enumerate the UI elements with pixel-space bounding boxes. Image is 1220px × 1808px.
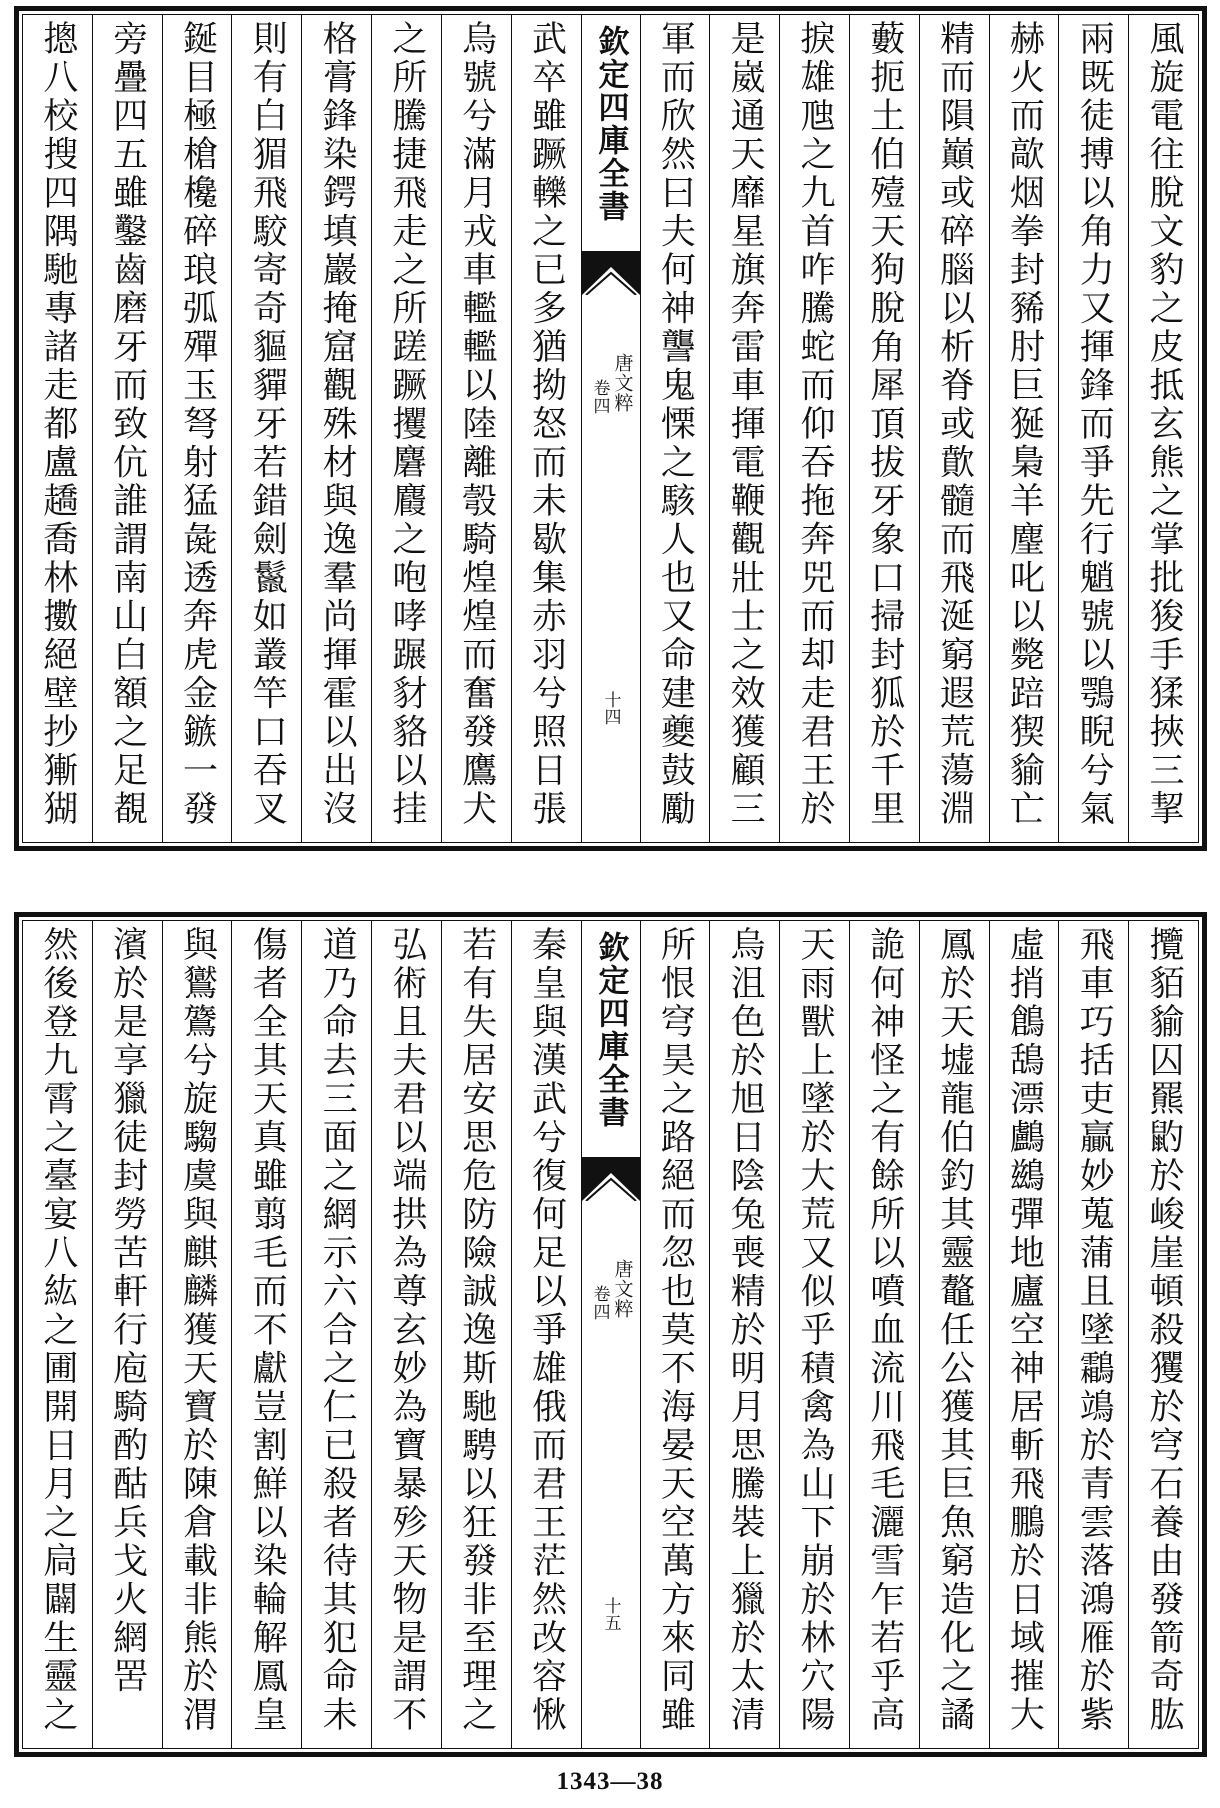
text-column: 傷者全其天真雖翦毛而不獻豈割鮮以染輪解鳳皇	[231, 921, 301, 1748]
book-title: 欽定四庫全書	[592, 25, 629, 223]
section-title: 唐文粹	[611, 353, 634, 413]
text-column: 秦皇與漢武兮復何足以爭雄俄而君王茫然改容愀	[511, 921, 581, 1748]
text-column: 軍而欣然曰夫何神讋鬼慄之駭人也又命建夔鼓勵	[640, 15, 710, 842]
text-column: 精而隕巔或碎腦以析脊或歕髓而飛涎窮遐荒蕩淵	[919, 15, 989, 842]
fishtail-ornament-icon	[582, 251, 640, 295]
text-column: 若有失居安思危防險誠逸斯馳騁以狂發非至理之	[441, 921, 511, 1748]
text-column: 之所騰捷飛走之所蹉蹶攫麏麚之咆哮蹍豺貉以挂	[371, 15, 441, 842]
text-column: 與鸑鷟兮旋騶虞與麒麟獲天寶於陳倉載非熊於渭	[162, 921, 232, 1748]
text-column: 虛捎鶬鴰漂鸕鷀彈地廬空神居斬飛鵬於日域摧大	[989, 921, 1059, 1748]
center-margin	[581, 921, 640, 1748]
text-column: 然後登九霄之臺宴八紘之圃開日月之扃闢生靈之	[37, 926, 78, 1735]
text-column: 赫火而歊烟拳封豨肘巨狿梟羊麈叱以斃踣猰貐亡	[989, 15, 1059, 842]
folio-number: 十五	[600, 1597, 621, 1631]
text-column: 飛車巧括吏贏妙蒐蒲且墜鸘鴗於青雲落鴻雁於紫	[1058, 921, 1128, 1748]
volume-label: 卷四	[589, 1285, 610, 1321]
text-column: 烏沮色於旭日陰兔喪精於明月思騰裝上獵於太清	[709, 921, 779, 1748]
lower-page	[14, 912, 1207, 1757]
text-column: 攬貊貐囚羆䶂於峻崖頓殺玃於穹石養由發箭奇肱	[1128, 921, 1198, 1748]
page-frame	[22, 920, 1199, 1749]
text-column: 摠八校搜四隅馳專諸走都盧趫喬林擻絕壁抄獑猢	[37, 20, 78, 829]
text-column: 是崴通天靡星旗奔雷車揮電鞭觀壯士之效獲顧三	[709, 15, 779, 842]
text-column: 濱於是享獵徒封勞苦軒行庖騎酌酤兵戈火網罟	[92, 921, 162, 1748]
text-column: 烏號兮滿月戎車轞轞以陸離彀騎煌煌而奮發鷹犬	[441, 15, 511, 842]
text-column: 弘術且夫君以端拱為尊玄妙為寶暴殄天物是謂不	[371, 921, 441, 1748]
text-column: 藪扼土伯殪天狗脫角犀頂拔牙象口掃封狐於千里	[849, 15, 919, 842]
folio-number: 十四	[600, 691, 621, 725]
text-column: 旁疊四五雖鑿齒磨牙而致伉誰謂南山白額之足覩	[92, 15, 162, 842]
section-title: 唐文粹	[611, 1259, 634, 1319]
scan-page-label: 1343—38	[556, 1768, 664, 1795]
text-column: 詭何神怪之有餘所以噴血流川飛毛灑雪乍若乎高	[849, 921, 919, 1748]
fishtail-ornament-icon	[582, 1157, 640, 1201]
text-column: 道乃命去三面之網示六合之仁已殺者待其犯命未	[301, 921, 371, 1748]
text-column: 捩雄虺之九首咋騰蛇而仰吞拖奔兕而却走君王於	[779, 15, 849, 842]
text-column: 格膏鋒染鍔填巖掩窟觀殊材與逸羣尚揮霍以出沒	[301, 15, 371, 842]
text-column: 鳳於天墟龍伯釣其靈鼇任公獲其巨魚窮造化之譎	[919, 921, 989, 1748]
volume-label: 卷四	[589, 379, 610, 415]
book-title: 欽定四庫全書	[592, 931, 629, 1129]
section-label	[582, 1259, 640, 1369]
text-column: 鋋目極槍欃碎琅弧殫玉弩射猛彘透奔虎金鏃一發	[162, 15, 232, 842]
text-column: 天雨獸上墜於大荒又似乎積禽為山下崩於林穴陽	[779, 921, 849, 1748]
text-column: 武卒雖蹶轢之已多猶拗怒而未歇集赤羽兮照日張	[511, 15, 581, 842]
text-column: 兩既徒搏以角力又揮鋒而爭先行魈號以鶚睨兮氣	[1058, 15, 1128, 842]
text-column: 所恨穹昊之路絕而忽也莫不海晏天空萬方來同雖	[640, 921, 710, 1748]
page-frame	[22, 14, 1199, 843]
text-column: 則有白猸飛駮寄奇貙貚牙若錯劍鬣如叢竿口吞叉	[231, 15, 301, 842]
text-column: 風旋電往脫文豹之皮抵玄熊之掌批狻手猱挾三挈	[1128, 15, 1198, 842]
upper-page	[14, 6, 1207, 851]
section-label	[582, 353, 640, 463]
center-margin	[581, 15, 640, 842]
